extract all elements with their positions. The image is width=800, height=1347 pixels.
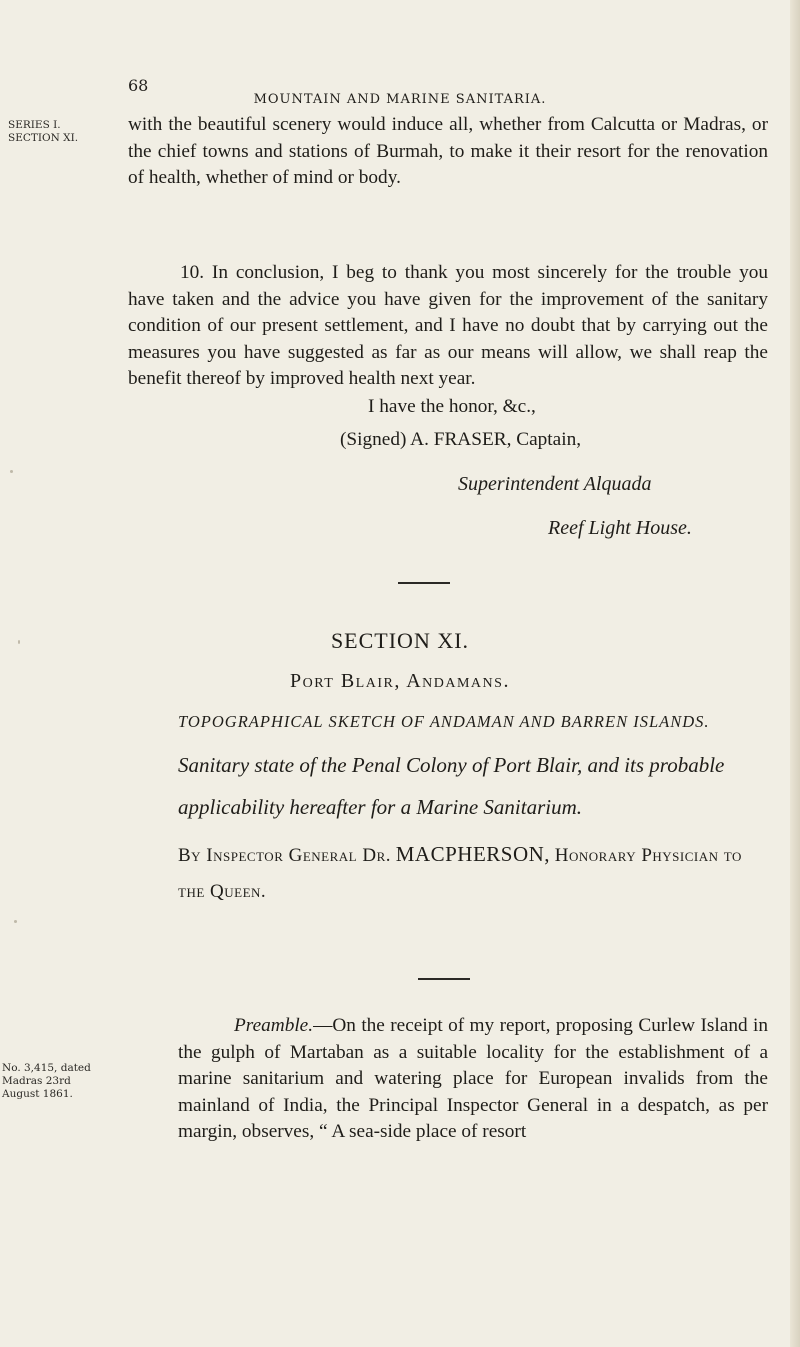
margin-note-line: SECTION XI. — [8, 132, 79, 144]
closing-signature: (Signed) A. FRASER, Captain, — [340, 429, 582, 450]
margin-note-line: August 1861. — [2, 1088, 73, 1100]
margin-note-series — [8, 119, 78, 145]
margin-note-line: SERIES I. — [8, 119, 61, 131]
paragraph-conclusion: 10. In conclusion, I beg to thank you most sincerely for the trouble you have taken and the advice you have given for the improvement of the sanitary condition of our present settlement, and I have no doubt that by carrying out the measures you have suggested as far as our means will allow, we shall reap the benefit thereof by improved health next year. — [128, 262, 768, 389]
paper-speck — [14, 920, 17, 923]
byline-suffix: Honorary Physician to the Queen. — [178, 845, 742, 902]
section-subheading: Port Blair, Andamans. — [290, 670, 510, 692]
margin-note-line: Madras 23rd — [2, 1075, 71, 1087]
preamble-lead: Preamble. — [234, 1015, 314, 1036]
margin-note-line: No. 3,415, dated — [2, 1062, 91, 1074]
byline-name: MACPHERSON, — [395, 842, 551, 866]
closing-title-line2: Reef Light House. — [548, 517, 692, 539]
closing-title-line1: Superintendent Alquada — [458, 473, 652, 495]
section-heading: SECTION XI. — [330, 628, 470, 653]
page-edge-shadow — [790, 0, 800, 1347]
page-number: 68 — [128, 76, 149, 95]
divider-rule — [418, 978, 470, 980]
topographical-heading: TOPOGRAPHICAL SKETCH OF ANDAMAN AND BARREN ISLANDS. — [178, 712, 710, 731]
sanitary-subtitle: Sanitary state of the Penal Colony of Port Blair, and its probable applicability hereafter for a Marine Sanitarium. — [178, 753, 725, 819]
running-head: MOUNTAIN AND MARINE SANITARIA. — [253, 92, 547, 107]
margin-note-despatch — [2, 1062, 91, 1101]
author-byline — [178, 836, 768, 910]
divider-rule — [398, 582, 450, 584]
paragraph-continued: with the beautiful scenery would induce all, whether from Calcutta or Madras, or the chief towns and stations of Burmah, to make it their resort for the renovation of health, whether of mind or body. — [128, 114, 768, 188]
preamble-text: —On the receipt of my report, proposing Curlew Island in the gulph of Martaban as a suitable locality for the establishment of a marine sanitarium and watering place for European invalids from the mainland of India, the Principal Inspector General in a despatch, as per margin, observes, “ A sea-side place of resort — [178, 1015, 768, 1142]
paper-speck — [18, 640, 20, 644]
paper-speck — [10, 470, 13, 473]
closing-honor: I have the honor, &c., — [368, 396, 536, 417]
preamble-paragraph — [178, 1013, 768, 1146]
byline-prefix: By Inspector General Dr. — [178, 845, 391, 866]
